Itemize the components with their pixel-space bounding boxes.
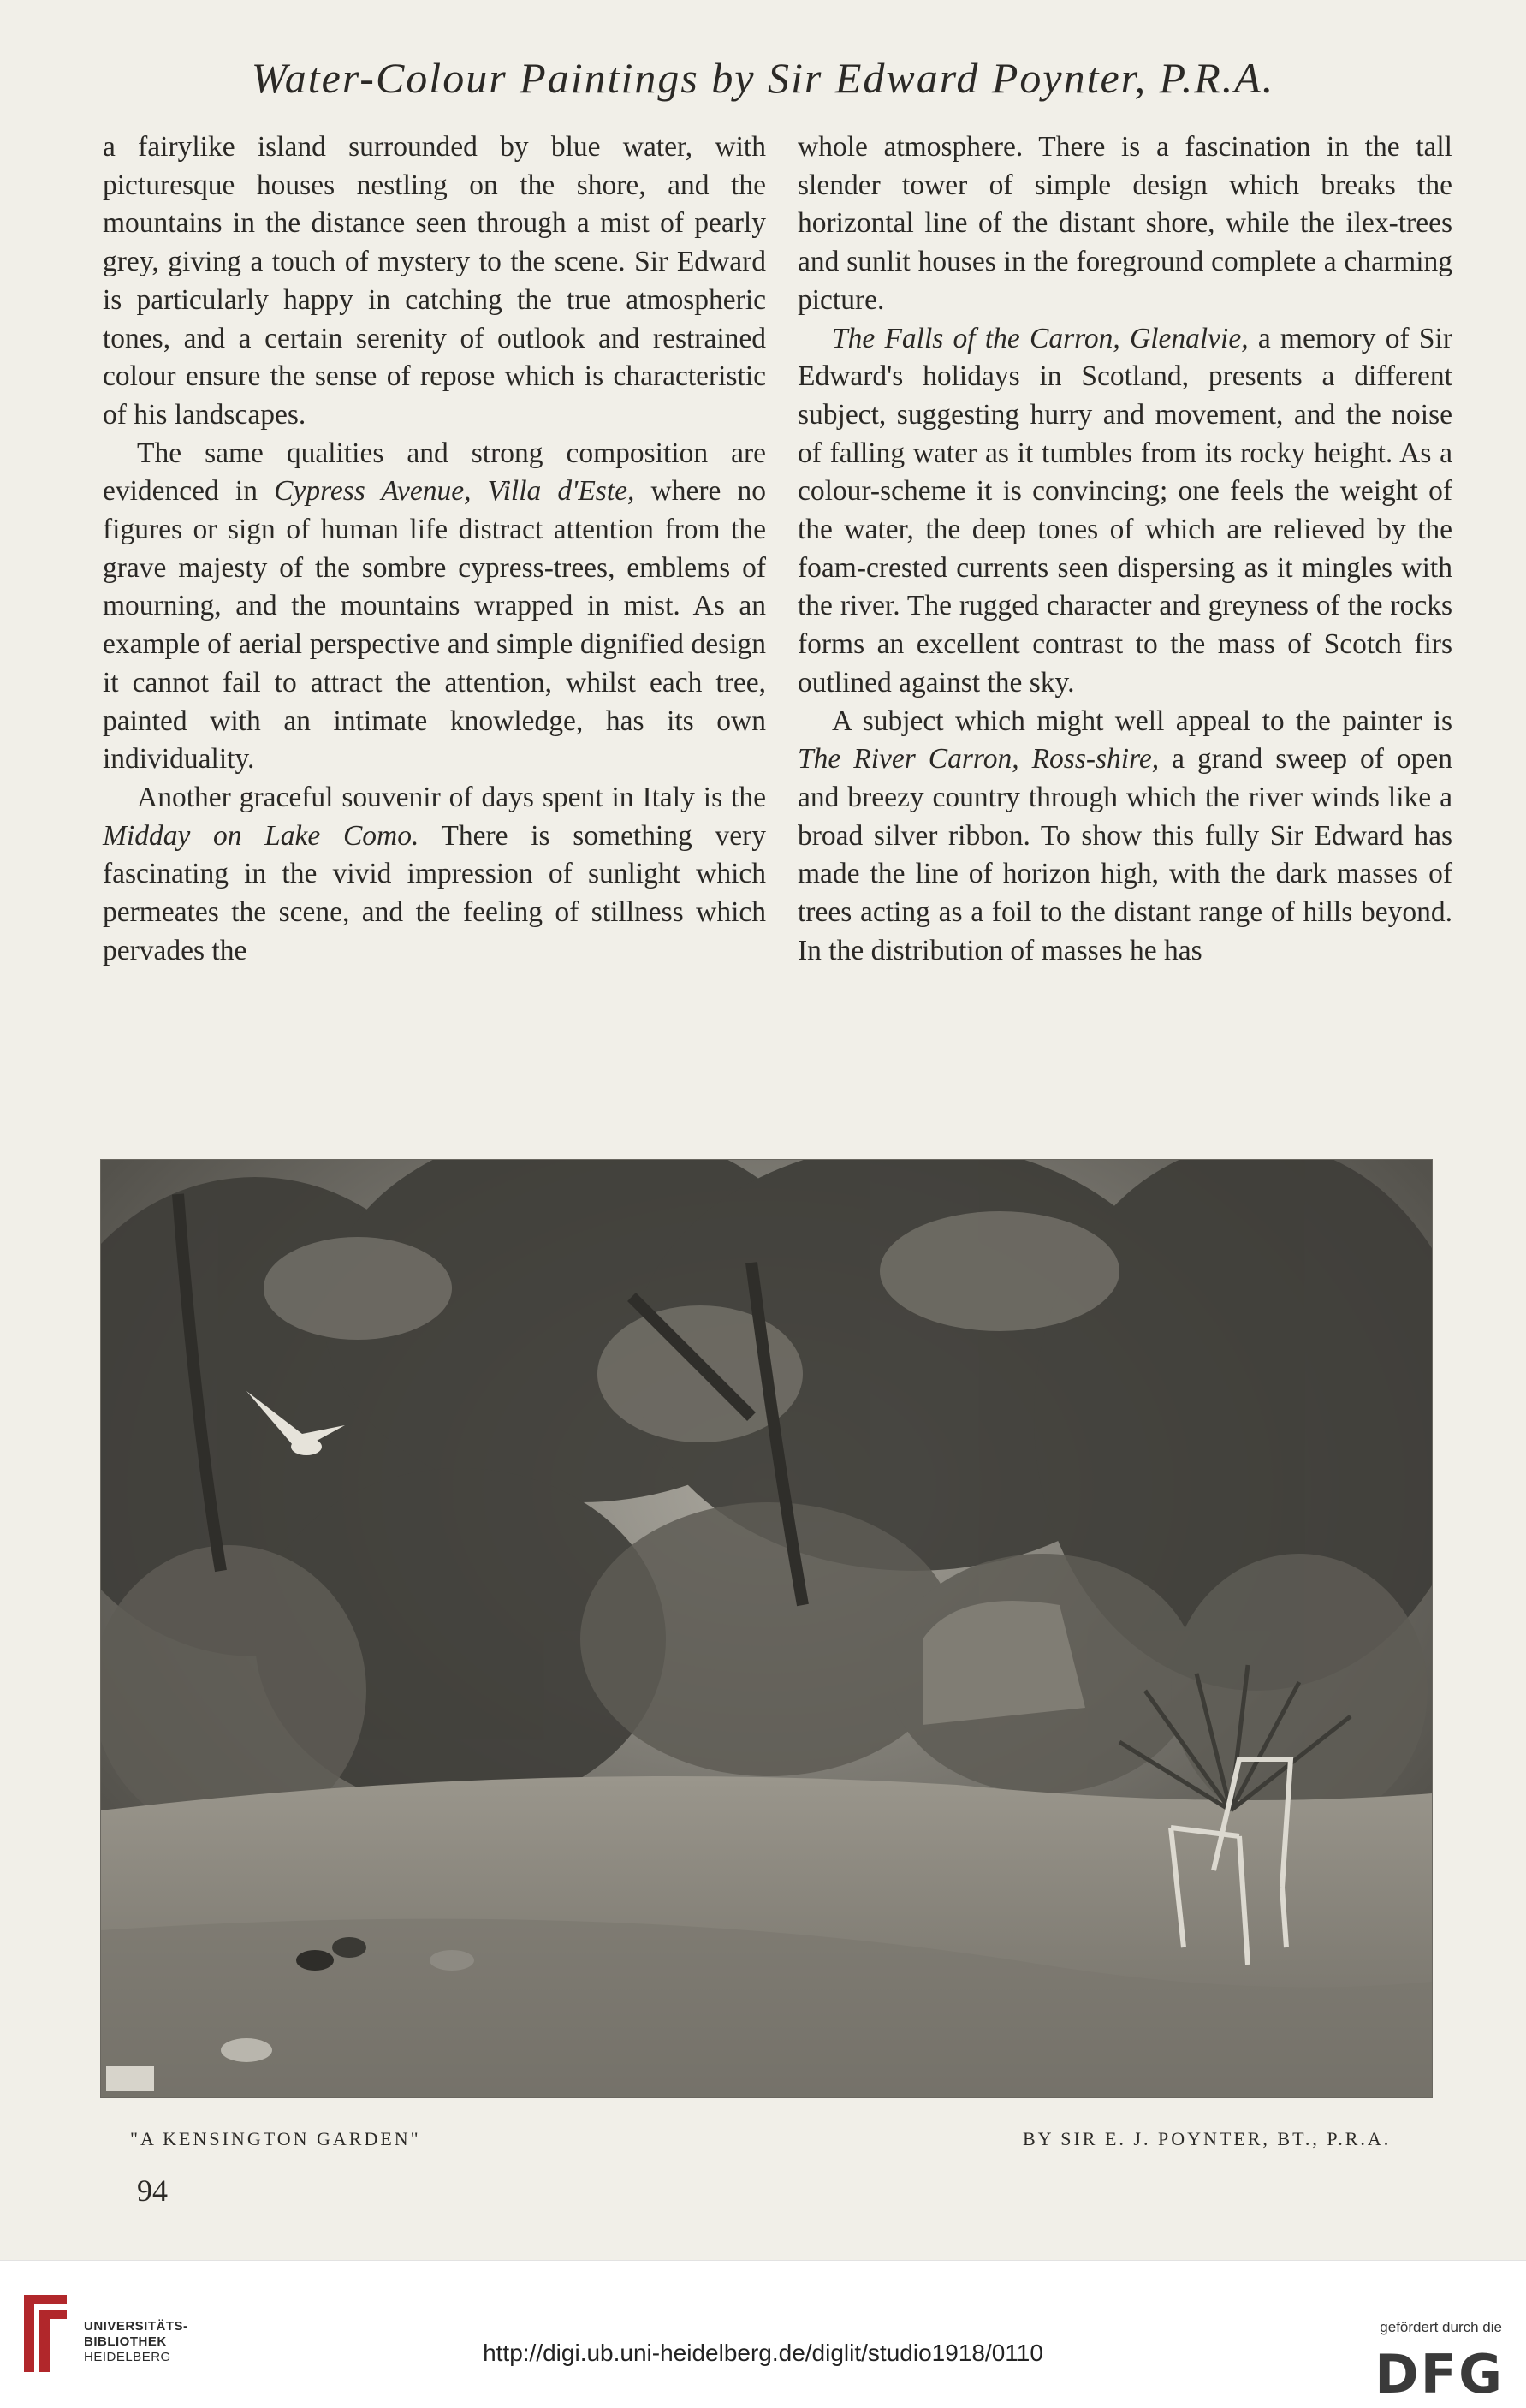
- painting-title: Cypress Avenue, Villa d'Este,: [274, 475, 635, 508]
- artist-monogram: [106, 2066, 154, 2091]
- painting-plate: [101, 1160, 1432, 2097]
- article-column-right: [798, 128, 1452, 970]
- article-column-left: [103, 128, 766, 970]
- source-url-link[interactable]: http://digi.ub.uni-heidelberg.de/diglit/studio1918/0110: [483, 2340, 1043, 2366]
- article-paragraph: a fairylike island surrounded by blue water, with picturesque houses nestling on the shore, and the mountains in the distance seen through a mist of pearly grey, giving a touch of mystery to the scene. Sir Edward is particularly happy in catching the true atmospheric tones, and a certain serenity of outlook and restrained colour ensure the sense of repose which is characteristic of his landscapes.: [103, 131, 766, 431]
- funded-by-label: gefördert durch die: [1380, 2319, 1502, 2335]
- painting-title: The River Carron, Ross-shire,: [798, 743, 1160, 776]
- plate-caption-title: "A KENSINGTON GARDEN": [130, 2128, 421, 2149]
- article-paragraph: whole atmosphere. There is a fascination in the tall slender tower of simple design which breaks the horizontal line of the distant shore, while the ilex-trees and sunlit houses in the foreground complete a charming picture.: [798, 131, 1452, 316]
- page-number: 94: [137, 2173, 168, 2208]
- page-title: Water-Colour Paintings by Sir Edward Poynter, P.R.A.: [251, 54, 1275, 102]
- article-paragraph: The same qualities and strong composition are evidenced in Cypress Avenue, Villa d'Este, where no figures or sign of human life distract attention from the grave majesty of the sombre cypress-trees, emblems of mourning, and the mountains wrapped in mist. As an example of aerial perspective and simple dignified design it cannot fail to attract the attention, whilst each tree, painted with an intimate knowledge, has its own individuality.: [103, 437, 766, 776]
- plate-caption-artist: BY SIR E. J. POYNTER, BT., P.R.A.: [1023, 2128, 1392, 2149]
- library-name: UNIVERSITÄTS- BIBLIOTHEK HEIDELBERG: [84, 2319, 188, 2364]
- dfg-logo: DFG: [1375, 2343, 1504, 2405]
- article-paragraph: A subject which might well appeal to the painter is The River Carron, Ross-shire, a grand sweep of open and breezy country through which the river winds like a broad silver ribbon. To show this fully Sir Edward has made the line of horizon high, with the dark masses of trees acting as a foil to the distant range of hills beyond. In the distribution of masses he has: [798, 705, 1453, 966]
- painting-title: Midday on Lake Como.: [103, 819, 419, 852]
- digitization-footer: [0, 2260, 1526, 2408]
- article-paragraph: Another graceful souvenir of days spent in Italy is the Midday on Lake Como. There is something very fascinating in the vivid impression of sunlight which permeates the scene, and the feeling of stillness which pervades the: [103, 781, 766, 966]
- article-paragraph: The Falls of the Carron, Glenalvie, a memory of Sir Edward's holidays in Scotland, presents a different subject, suggesting hurry and movement, and the noise of falling water as it tumbles from its rocky height. As a colour-scheme it is convincing; one feels the weight of the water, the deep tones of which are relieved by the foam-crested currents seen dispersing as it mingles with the river. The rugged character and greyness of the rocks forms an excellent contrast to the mass of Scotch firs outlined against the sky.: [798, 322, 1452, 699]
- painting-illustration: [101, 1160, 1432, 2097]
- painting-title: The Falls of the Carron, Glenalvie,: [832, 322, 1249, 354]
